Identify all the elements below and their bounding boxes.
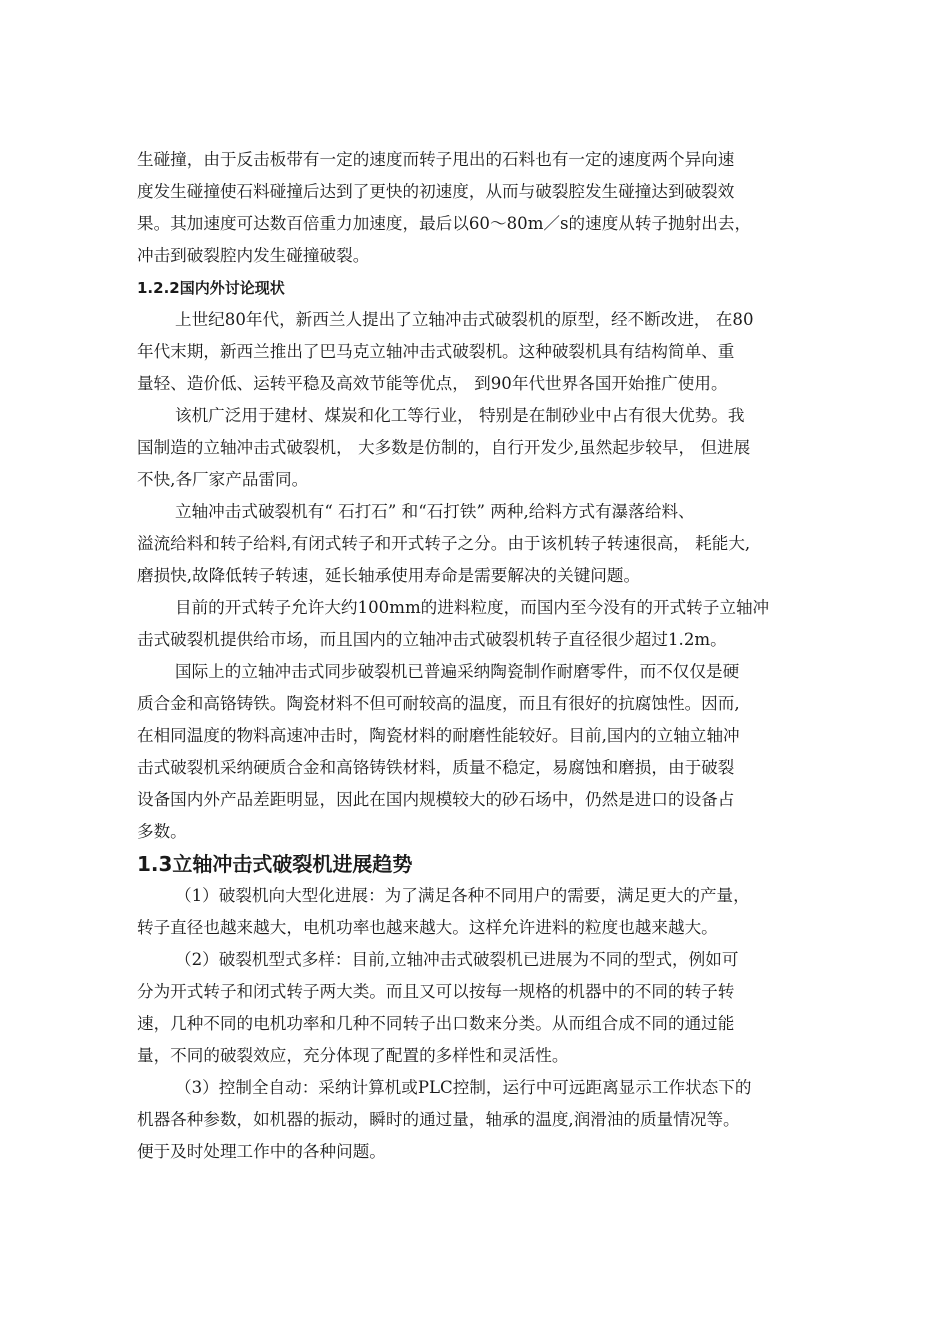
section-heading-1-3: 1.3立轴冲击式破裂机进展趋势 [137,852,413,876]
text-line: 击式破裂机采纳硬质合金和高铬铸铁材料，质量不稳定，易腐蚀和磨损，由于破裂 [137,758,735,777]
text-line: 分为开式转子和闭式转子两大类。而且又可以按每一规格的机器中的不同的转子转 [137,982,735,1001]
text-line: 上世纪80年代，新西兰人提出了立轴冲击式破裂机的原型，经不断改进， 在80 [175,310,754,329]
text-line: （2）破裂机型式多样：目前,立轴冲击式破裂机已进展为不同的型式，例如可 [175,950,739,969]
text-line: 在相同温度的物料高速冲击时，陶瓷材料的耐磨性能较好。目前,国内的立轴立轴冲 [137,726,740,745]
text-line: 生碰撞，由于反击板带有一定的速度而转子甩出的石料也有一定的速度两个异向速 [137,150,735,169]
text-line: 不快,各厂家产品雷同。 [137,470,309,489]
text-line: 多数。 [137,822,187,841]
text-line: 国际上的立轴冲击式同步破裂机已普遍采纳陶瓷制作耐磨零件，而不仅仅是硬 [175,662,740,681]
paragraph-domestic-usage [137,400,857,496]
text-line: 速，几种不同的电机功率和几种不同转子出口数来分类。从而组合成不同的通过能 [137,1014,735,1033]
text-line: 量，不同的破裂效应，充分体现了配置的多样性和灵活性。 [137,1046,569,1065]
text-line: 度发生碰撞使石料碰撞后达到了更快的初速度，从而与破裂腔发生碰撞达到破裂效 [137,182,735,201]
text-line: 机器各种参数，如机器的振动，瞬时的通过量，轴承的温度,润滑油的质量情况等。 [137,1110,740,1129]
text-line: 立轴冲击式破裂机有“ 石打石” 和“石打铁” 两种,给料方式有瀑落给料、 [175,502,695,521]
document-page [137,144,857,1168]
text-line: 击式破裂机提供给市场，而且国内的立轴冲击式破裂机转子直径很少超过1.2m。 [137,630,727,649]
text-line: 果。其加速度可达数百倍重力加速度，最后以60～80m／s的速度从转子抛射出去， [137,214,752,233]
text-line: （3）控制全自动：采纳计算机或PLC控制，运行中可远距离显示工作状态下的 [175,1078,752,1097]
text-line: 该机广泛用于建材、煤炭和化工等行业， 特别是在制砂业中占有很大优势。我 [175,406,745,425]
text-line: 质合金和高铬铸铁。陶瓷材料不但可耐较高的温度，而且有很好的抗腐蚀性。因而, [137,694,740,713]
text-line: 目前的开式转子允许大约100mm的进料粒度，而国内至今没有的开式转子立轴冲 [175,598,770,617]
section-heading-1-2-2: 1.2.2国内外讨论现状 [137,279,285,297]
text-line: 便于及时处理工作中的各种问题。 [137,1142,386,1161]
text-line: 转子直径也越来越大，电机功率也越来越大。这样允许进料的粒度也越来越大。 [137,918,718,937]
paragraph-open-rotor [137,592,857,656]
paragraph-history [137,304,857,400]
paragraph-trend-1 [137,880,857,944]
text-line: 磨损快,故降低转子转速，延长轴承使用寿命是需要解决的关键问题。 [137,566,641,585]
text-line: 设备国内外产品差距明显，因此在国内规模较大的砂石场中，仍然是进口的设备占 [137,790,735,809]
text-line: 冲击到破裂腔内发生碰撞破裂。 [137,246,370,265]
paragraph-impact-mechanism [137,144,857,272]
text-line: 国制造的立轴冲击式破裂机， 大多数是仿制的，自行开发少,虽然起步较早， 但进展 [137,438,751,457]
paragraph-trend-2 [137,944,857,1072]
text-line: （1）破裂机向大型化进展：为了满足各种不同用户的需要，满足更大的产量， [175,886,750,905]
text-line: 年代末期，新西兰推出了巴马克立轴冲击式破裂机。这种破裂机具有结构简单、重 [137,342,735,361]
paragraph-materials [137,656,857,848]
text-line: 溢流给料和转子给料,有闭式转子和开式转子之分。由于该机转子转速很高， 耗能大, [137,534,751,553]
text-line: 量轻、造价低、运转平稳及高效节能等优点， 到90年代世界各国开始推广使用。 [137,374,728,393]
paragraph-types [137,496,857,592]
paragraph-trend-3 [137,1072,857,1168]
